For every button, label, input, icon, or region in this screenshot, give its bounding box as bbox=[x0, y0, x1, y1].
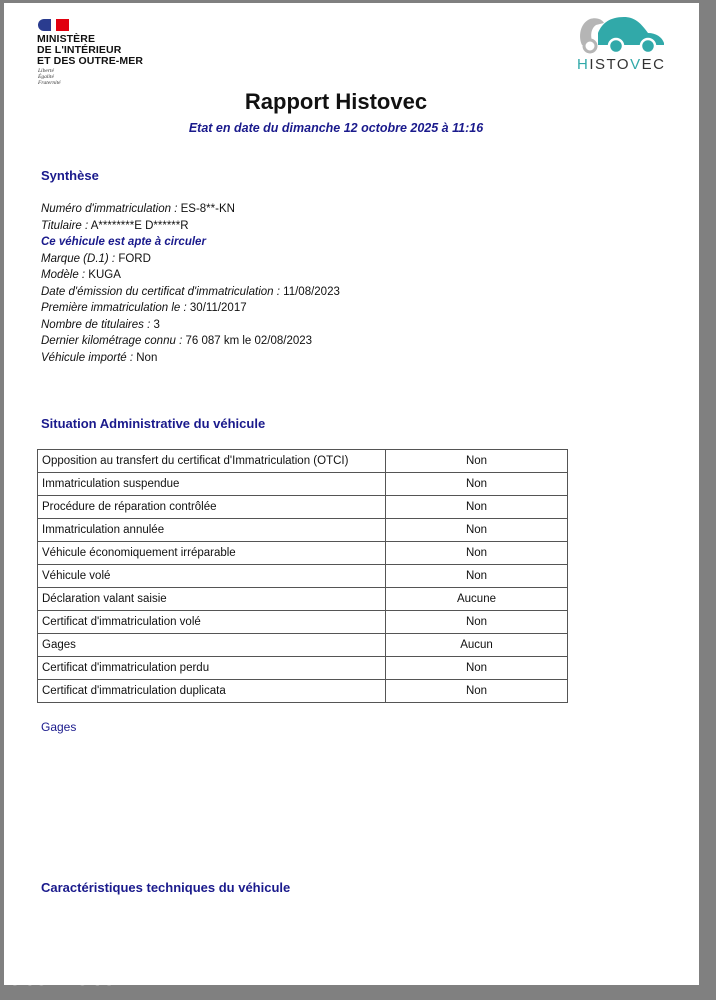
report-title: Rapport Histovec bbox=[244, 89, 428, 114]
table-row: Procédure de réparation contrôlée Non bbox=[38, 496, 568, 519]
field-marque: Marque (D.1) : FORD bbox=[41, 252, 151, 265]
marianne-flag-icon bbox=[38, 19, 68, 31]
ministry-logo bbox=[34, 14, 174, 94]
gages-link[interactable]: Gages bbox=[41, 720, 77, 734]
table-row: Véhicule volé Non bbox=[38, 565, 568, 588]
field-nombre-titulaires: Nombre de titulaires : 3 bbox=[41, 318, 160, 331]
status-apte-circuler: Ce véhicule est apte à circuler bbox=[41, 236, 206, 248]
field-kilometrage: Dernier kilométrage connu : 76 087 km le 02/08/2023 bbox=[41, 335, 313, 347]
situation-table bbox=[37, 449, 568, 703]
table-row: Certificat d'immatriculation duplicata Non bbox=[38, 680, 568, 703]
watermark: otomoto bbox=[7, 961, 118, 991]
ministry-motto: Liberté Égalité Fraternité bbox=[38, 68, 61, 86]
histovec-logo bbox=[576, 15, 666, 75]
table-row: Gages Aucun bbox=[38, 634, 568, 657]
situation-heading: Situation Administrative du véhicule bbox=[41, 416, 266, 431]
table-row: Opposition au transfert du certificat d'Immatriculation (OTCI) Non bbox=[38, 450, 568, 473]
report-page bbox=[4, 3, 699, 985]
report-date: Etat en date du dimanche 12 octobre 2025 à 11:16 bbox=[188, 121, 484, 135]
caracteristiques-heading: Caractéristiques techniques du véhicule bbox=[41, 880, 291, 895]
histovec-wordmark: HISTOVEC bbox=[577, 56, 666, 73]
table-row: Immatriculation annulée Non bbox=[38, 519, 568, 542]
synthese-heading: Synthèse bbox=[41, 168, 99, 183]
field-premiere-immatriculation: Première immatriculation le : 30/11/2017 bbox=[41, 302, 247, 314]
field-date-emission: Date d'émission du certificat d'immatriculation : 11/08/2023 bbox=[41, 285, 340, 298]
field-titulaire: Titulaire : A********E D******R bbox=[41, 219, 189, 232]
table-row: Certificat d'immatriculation perdu Non bbox=[38, 657, 568, 680]
field-vehicule-importe: Véhicule importé : Non bbox=[41, 351, 158, 364]
field-modele: Modèle : KUGA bbox=[41, 269, 121, 281]
table-row: Immatriculation suspendue Non bbox=[38, 473, 568, 496]
ministry-name: MINISTÈRE DE L'INTÉRIEUR ET DES OUTRE-MER bbox=[37, 33, 144, 67]
table-row: Certificat d'immatriculation volé Non bbox=[38, 611, 568, 634]
table-row: Véhicule économiquement irréparable Non bbox=[38, 542, 568, 565]
car-icon bbox=[576, 15, 666, 55]
table-row: Déclaration valant saisie Aucune bbox=[38, 588, 568, 611]
field-immatriculation: Numéro d'immatriculation : ES-8**-KN bbox=[41, 203, 235, 215]
